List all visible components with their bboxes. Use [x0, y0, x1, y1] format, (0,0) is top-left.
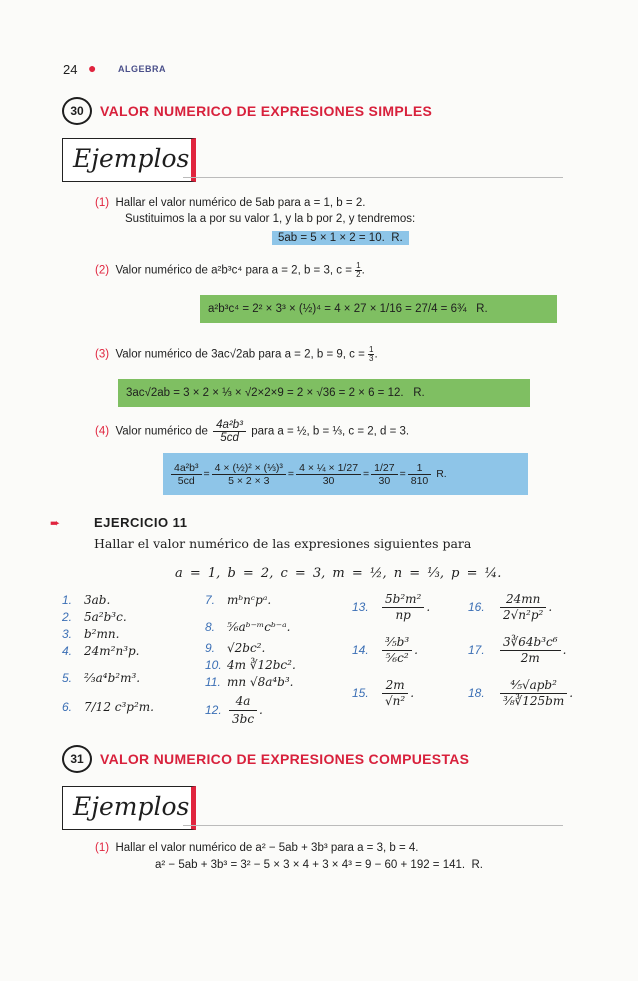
example-1-result: 5ab = 5 × 1 × 2 = 10. R.	[272, 231, 409, 245]
list-item: 10. 4m ∛12bc².	[205, 658, 296, 672]
list-item: 11. mn √8a⁴b³.	[205, 675, 294, 689]
list-item: 15. $\frac{2m}{\text{√n²}}$ .	[352, 678, 415, 708]
section-number-badge: 31	[62, 745, 92, 773]
example-1: (1) Hallar el valor numérico de a² − 5ab + 3b³ para a = 3, b = 4.	[95, 842, 419, 854]
example-4-result: $\frac{\text{4a²b³}}{5cd}$ = $\frac{\text{4 × (½)² × (⅓)³}}{5 \times 2 \times 3}$ = $\frac{\text{4 × ¼ × 1/27}}{30}$ = $\frac{1/27}{30}$ = $\frac{1}{810}$ R.	[163, 453, 528, 495]
example-3: (3) Valor numérico de 3ac√2ab para a = 2, b = 9, c = $\frac{1}{3}$ .	[95, 345, 378, 363]
example-3-result: 3ac√2ab = 3 × 2 × ⅓ × √2×2×9 = 2 × √36 = 2 × 6 = 12. R.	[118, 379, 530, 407]
exercise-list-col-3	[352, 592, 430, 709]
exercise-values: a = 1, b = 2, c = 3, m = ½, n = ⅓, p = ¼.	[175, 566, 502, 581]
section-title: VALOR NUMERICO DE EXPRESIONES COMPUESTAS	[100, 751, 470, 767]
list-item: 18. $\frac{\text{⅘√apb²}}{\text{⅜∛125bm}}$ .	[468, 678, 574, 708]
list-item: 14. $\frac{\text{⅗b³}}{\text{⅚c²}}$ .	[352, 635, 418, 665]
exercise-instruction: Hallar el valor numérico de las expresiones siguientes para	[94, 536, 472, 551]
exercise-title: EJERCICIO 11	[94, 515, 188, 530]
ejemplos-box: Ejemplos	[62, 138, 196, 182]
section-number-badge: 30	[62, 97, 92, 125]
bullet-icon: ●	[88, 60, 97, 76]
exercise-list-col-1	[62, 592, 154, 716]
example-1: (1) Hallar el valor numérico de 5ab para a = 1, b = 2.	[95, 197, 366, 209]
list-item: 12. $\frac{4a}{3bc}$ .	[205, 694, 263, 726]
exercise-list-col-2	[205, 592, 296, 728]
example-4: (4) Valor numérico de $\frac{\text{4a²b³}}{5cd}$ para a = ½, b = ⅓, c = 2, d = 3.	[95, 419, 410, 444]
list-item: 6. 7/12 c³p²m.	[62, 700, 154, 714]
list-item: 8. ⅚aᵇ⁻ᵐcᵇ⁻ᵃ.	[205, 620, 291, 634]
ejemplos-box: Ejemplos	[62, 786, 196, 830]
running-title: ALGEBRA	[118, 64, 166, 74]
list-item: 3. b²mn.	[62, 627, 120, 641]
list-item: 17. $\frac{\text{3∛64b³c⁶}}{2m}$ .	[468, 635, 567, 665]
list-item: 7. mᵇnᶜpᵃ.	[205, 593, 272, 607]
divider	[183, 177, 563, 178]
list-item: 5. ⅔a⁴b²m³.	[62, 671, 141, 685]
list-item: 1. 3ab.	[62, 593, 111, 607]
exercise-list-col-4	[468, 592, 573, 709]
list-item: 16. $\frac{24mn}{\text{2√n²p²}}$ .	[468, 592, 553, 622]
divider	[183, 825, 563, 826]
list-item: 9. √2bc².	[205, 641, 266, 655]
list-item: 13. $\frac{\text{5b²m²}}{np}$ .	[352, 592, 431, 622]
section-title: VALOR NUMERICO DE EXPRESIONES SIMPLES	[100, 103, 433, 119]
example-2: (2) Valor numérico de a²b³c⁴ para a = 2, b = 3, c = $\frac{1}{2}$ .	[95, 261, 365, 279]
example-1-explanation: Sustituimos la a por su valor 1, y la b por 2, y tendremos:	[125, 213, 416, 225]
list-item: 2. 5a²b³c.	[62, 610, 127, 624]
example-2-result: a²b³c⁴ = 2² × 3³ × (½)⁴ = 4 × 27 × 1/16 = 27/4 = 6¾ R.	[200, 295, 557, 323]
list-item: 4. 24m²n³p.	[62, 644, 140, 658]
example-1-result: a² − 5ab + 3b³ = 3² − 5 × 3 × 4 + 3 × 4³ = 9 − 60 + 192 = 141. R.	[155, 859, 483, 871]
arrow-icon: ➨	[50, 516, 61, 530]
page-number: 24	[63, 62, 78, 77]
